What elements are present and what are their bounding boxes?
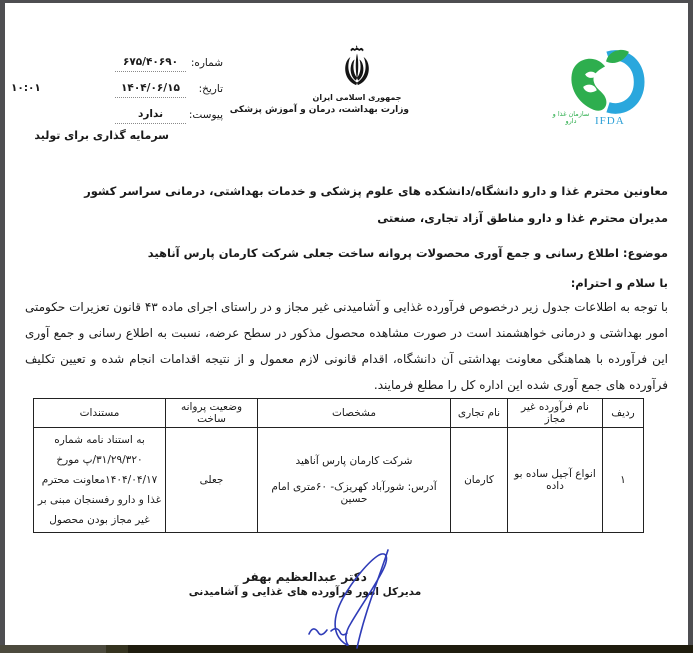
cell-brand: کارمان [451, 428, 508, 533]
letterhead-meta [7, 53, 223, 142]
col-header-documents: مستندات [34, 399, 166, 428]
ifda-logo [552, 45, 653, 137]
emblem-ministry-name: وزارت بهداشت، درمان و آموزش پزشکی [229, 105, 409, 115]
date-row [7, 79, 223, 105]
cell-specs [258, 428, 451, 533]
letter-page [5, 3, 688, 645]
cell-documents: به استناد نامه شماره ۳۱/۲۹/۳۲۰/پ مورخ ۱۴۰۴/۰۴/۱۷معاونت محترم غذا و دارو رفسنجان مبنی بر غیر مجاز بودن محصول [34, 428, 166, 533]
taskbar-mid-segment [106, 645, 128, 653]
date-label: تاریخ: [198, 83, 223, 95]
signature-name: دکتر عبدالعظیم بهفر [243, 570, 367, 584]
taskbar-left-segment [0, 645, 106, 653]
products-table [33, 398, 644, 533]
cell-specs-company: شرکت کارمان پارس آناهید [295, 455, 413, 467]
number-value: ۶۷۵/۴۰۶۹۰ [115, 53, 186, 72]
ifda-logo-icon [563, 45, 653, 119]
table-header-row [34, 399, 644, 428]
recipients-block [84, 184, 668, 225]
col-header-product: نام فرآورده غیر مجاز [508, 399, 603, 428]
emblem-country-name: جمهوری اسلامی ایران [312, 93, 402, 102]
iran-emblem-icon [335, 41, 379, 91]
col-header-license: وضعیت پروانه ساخت [166, 399, 258, 428]
cell-specs-address: آدرس: شورآباد کهریزک- ۶۰متری امام حسین [271, 481, 437, 505]
col-header-row-no: ردیف [603, 399, 644, 428]
time-value: ۱۰:۰۱ [11, 82, 41, 94]
number-label: شماره: [190, 57, 223, 69]
cell-row-no: ۱ [603, 428, 644, 533]
ifda-org-name-fa: سازمان غذا و دارو [552, 110, 590, 125]
number-row [7, 53, 223, 79]
attachment-value: ندارد [115, 105, 186, 124]
signature-scribble-icon [287, 548, 427, 650]
body-paragraph: با توجه به اطلاعات جدول زیر درخصوص فرآورده غذایی و آشامیدنی غیر مجاز و در راستای اجرای ماده ۴۳ قانون تعزیرات حکومتی امور بهداشتی و درمانی خواهشمند است در صورت مشاهده محصول مذکور در سطح عرضه، نسبت به اطلاع رسانی و جمع آوری این فرآورده با هماهنگی معاونت بهداشتی آن دانشگاه، اقدام قانونی لازم معمول و از نتیجه اقدامات انجام شده و تعیین تکلیف فرآورده های جمع آوری شده این اداره کل را مطلع فرمایند. [25, 300, 668, 392]
attachment-label: پیوست: [188, 109, 223, 121]
production-slogan: سرمایه گذاری برای تولید [34, 129, 169, 142]
cell-license-status: جعلی [166, 428, 258, 533]
col-header-specs: مشخصات [258, 399, 451, 428]
recipients-line-1: معاونین محترم غذا و دارو دانشگاه/دانشکده های علوم پزشکی و خدمات بهداشتی، درمانی سراسر کشور [84, 184, 668, 198]
cell-product: انواع آجیل ساده بو داده [508, 428, 603, 533]
signature-title: مدیرکل امور فرآورده های غذایی و آشامیدنی [188, 586, 422, 598]
attachment-row [7, 105, 223, 131]
recipients-line-2: مدیران محترم غذا و دارو مناطق آزاد تجاری، صنعتی [377, 211, 668, 225]
ministry-header [229, 41, 409, 115]
date-value: ۱۴۰۴/۰۶/۱۵ [115, 79, 186, 98]
table-row [34, 428, 644, 533]
salutation-line: با سلام و احترام: [570, 276, 668, 290]
ifda-acronym-label: IFDA [595, 115, 625, 127]
col-header-brand: نام تجاری [451, 399, 508, 428]
subject-line: موضوع: اطلاع رسانی و جمع آوری محصولات پروانه ساخت جعلی شرکت کارمان پارس آناهید [147, 246, 668, 260]
